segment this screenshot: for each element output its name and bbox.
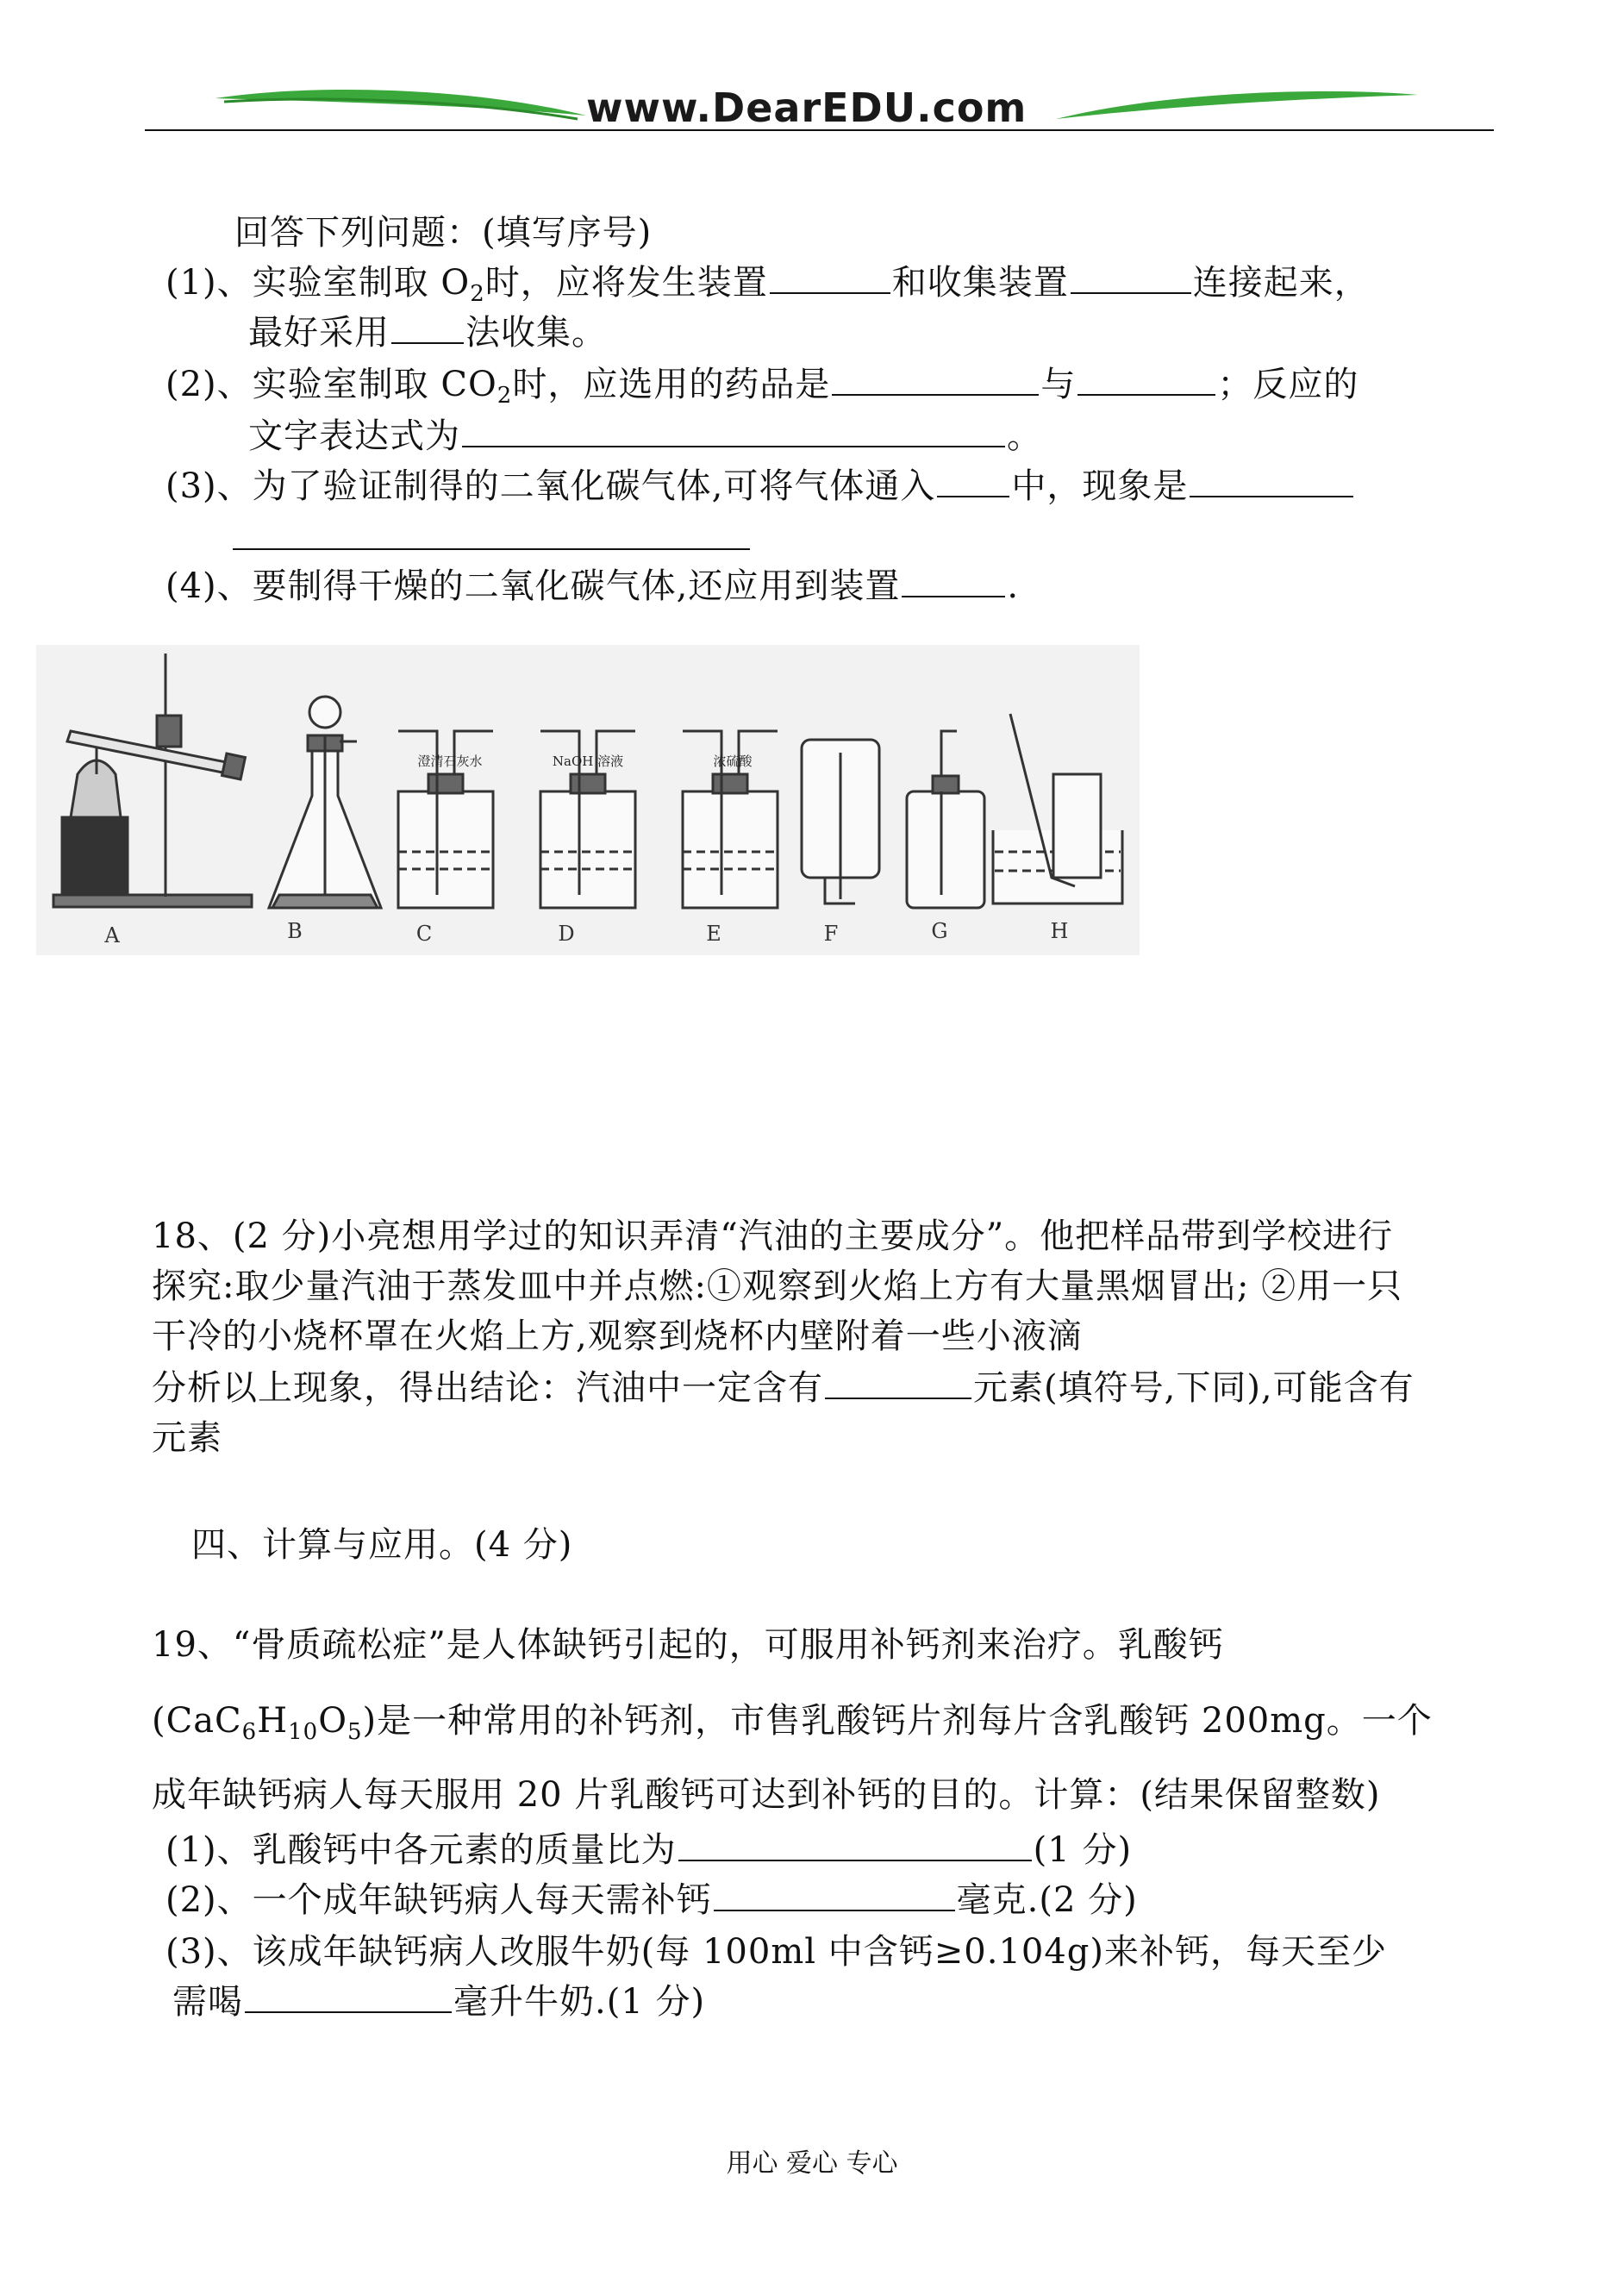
q2-blank-reagent1[interactable] xyxy=(832,363,1039,396)
q19-line1: 19、“骨质疏松症”是人体缺钙引起的，可服用补钙剂来治疗。乳酸钙 xyxy=(152,1625,1224,1665)
q3-blank-continuation[interactable] xyxy=(233,548,750,550)
apparatus-figure xyxy=(36,645,1140,955)
section-4-heading: 四、计算与应用。(4 分) xyxy=(191,1525,573,1565)
q18-line1: 18、(2 分)小亮想用学过的知识弄清“汽油的主要成分”。他把样品带到学校进行 xyxy=(152,1216,1394,1256)
fig-label-h: H xyxy=(1050,919,1069,943)
fig-label-d: D xyxy=(558,922,575,946)
fig-label-e: E xyxy=(706,922,721,946)
q19-blank-calcium[interactable] xyxy=(714,1879,955,1911)
q19-blank-milk[interactable] xyxy=(245,1980,452,2013)
q4-blank-device[interactable] xyxy=(902,565,1005,597)
q18-blank-element[interactable] xyxy=(825,1366,971,1399)
logo-text: www.DearEDU.com xyxy=(586,84,1027,131)
bottle-e-label: 浓硫酸 xyxy=(713,754,753,769)
page-footer: 用心 爱心 专心 xyxy=(726,2148,898,2179)
fig-label-g: G xyxy=(931,919,948,943)
q18-line4: 分析以上现象，得出结论：汽油中一定含有 元素(填符号,下同),可能含有 xyxy=(152,1368,1415,1408)
q3-line1: (3)、为了验证制得的二氧化碳气体,可将气体通入 中，现象是 xyxy=(166,464,1355,509)
q18-line2: 探究:取少量汽油于蒸发皿中并点燃:①观察到火焰上方有大量黑烟冒出; ②用一只 xyxy=(152,1266,1403,1306)
q18-line5: 元素 xyxy=(152,1418,222,1458)
q19-sub3: (3)、该成年缺钙病人改服牛奶(每 100ml 中含钙≥0.104g)来补钙，每天至少 xyxy=(166,1932,1388,1972)
header-rule xyxy=(145,129,1494,131)
swoosh-left-icon xyxy=(215,83,586,126)
fig-label-f: F xyxy=(823,922,839,946)
fig-label-a: A xyxy=(104,923,120,947)
fig-label-b: B xyxy=(287,919,303,943)
q1-blank-method[interactable] xyxy=(391,311,464,344)
q18-line3: 干冷的小烧杯罩在火焰上方,观察到烧杯内壁附着一些小液滴 xyxy=(152,1316,1083,1356)
header-logo xyxy=(0,0,1624,138)
fig-label-c: C xyxy=(415,922,433,946)
q19-sub1: (1)、乳酸钙中各元素的质量比为 (1 分) xyxy=(166,1830,1133,1870)
q1-line2: 最好采用 法收集。 xyxy=(248,313,607,353)
q3-blank-phenomenon[interactable] xyxy=(1190,465,1353,497)
q2-line2: 文字表达式为 。 xyxy=(248,416,1042,456)
intro-text: 回答下列问题：(填写序号) xyxy=(234,213,653,253)
q19-line3: 成年缺钙病人每天服用 20 片乳酸钙可达到补钙的目的。计算：(结果保留整数) xyxy=(152,1775,1381,1815)
q2-blank-reagent2[interactable] xyxy=(1077,363,1215,396)
q3-blank-reagent[interactable] xyxy=(937,465,1009,497)
q1-line1: (1)、实验室制取 $O_2$时，应将发生装置 和收集装置 连接起来， xyxy=(166,263,1370,307)
q19-sub2: (2)、一个成年缺钙病人每天需补钙 毫克.(2 分) xyxy=(166,1880,1138,1920)
q2-blank-expression[interactable] xyxy=(462,415,1005,447)
q1-blank-generator[interactable] xyxy=(770,261,890,294)
q1-blank-collector[interactable] xyxy=(1071,261,1191,294)
bottle-d-label: NaOH 溶液 xyxy=(552,754,624,769)
q2-line1: (2)、实验室制取 $CO_2$时，应选用的药品是 与 ；反应的 xyxy=(166,365,1359,409)
bottle-c-label: 澄清石灰水 xyxy=(417,754,483,769)
q19-sub3-line2: 需喝 毫升牛奶.(1 分) xyxy=(172,1982,706,2022)
q19-blank-mass-ratio[interactable] xyxy=(678,1829,1032,1861)
q4-line1: (4)、要制得干燥的二氧化碳气体,还应用到装置 . xyxy=(166,566,1020,606)
q19-line2: $(CaC_6H_{10}O_5)$是一种常用的补钙剂，市售乳酸钙片剂每片含乳酸钙 200mg。一个 xyxy=(152,1701,1433,1745)
swoosh-right-icon xyxy=(1056,86,1418,125)
